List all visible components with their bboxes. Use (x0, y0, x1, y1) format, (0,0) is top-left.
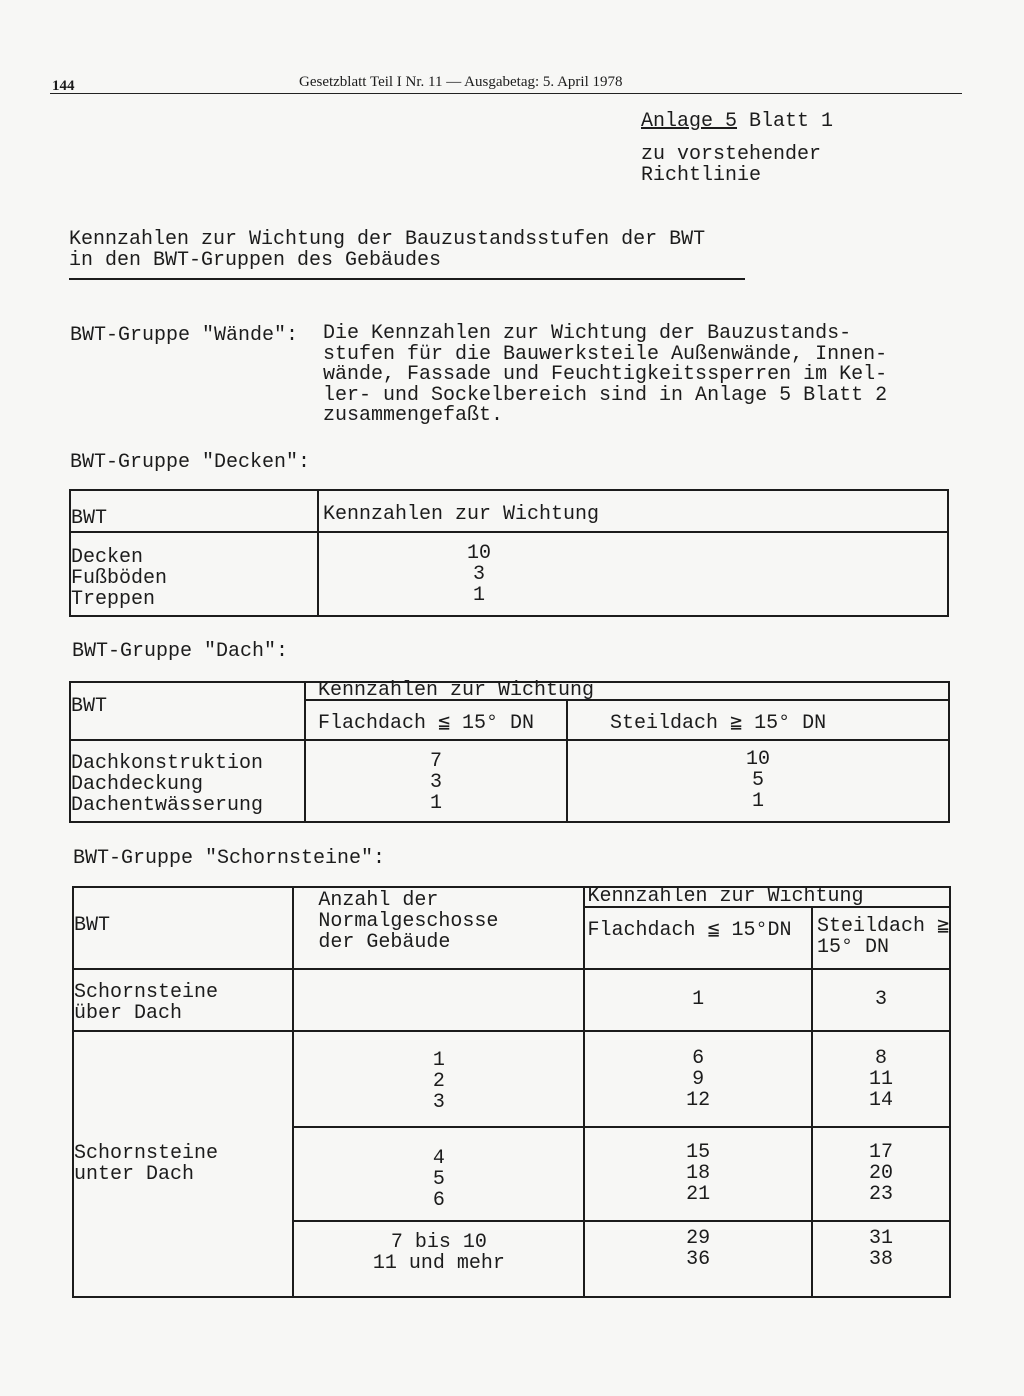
schorn-g2-geschosse (293, 1127, 584, 1221)
schorn-g2-flach (584, 1127, 812, 1221)
decken-header-kennzahl: Kennzahlen zur Wichtung (318, 490, 948, 532)
geschoss-value: 4 (432, 1147, 445, 1170)
schorn-header-anzahl (293, 887, 584, 969)
schornsteine-label: BWT-Gruppe "Schornsteine": (73, 847, 386, 870)
annex-line1 (641, 112, 833, 133)
schorn-header-anzahl-line: der Gebäude (318, 931, 451, 954)
dach-row-name: Dachdeckung (71, 773, 204, 796)
page-number: 144 (52, 78, 75, 94)
schorn-ueber-flach: 1 (584, 969, 812, 1031)
schorn-header-bwt: BWT (73, 887, 293, 969)
waende-line: stufen für die Bauwerksteile Außenwände, Innen- (323, 342, 888, 366)
steil-value: 8 (874, 1047, 887, 1070)
decken-row-name: Decken (71, 546, 144, 569)
dach-header-bwt: BWT (70, 682, 305, 740)
schorn-g2-steil (812, 1127, 950, 1221)
dach-label: BWT-Gruppe "Dach": (72, 640, 289, 663)
geschoss-value: 7 bis 10 (390, 1231, 487, 1254)
schorn-header-flach: Flachdach ≦ 15°DN (584, 907, 812, 969)
schorn-g1-geschosse (293, 1031, 584, 1127)
geschoss-value: 6 (432, 1189, 445, 1212)
schorn-g3-geschosse (293, 1221, 584, 1297)
steil-value: 23 (868, 1183, 893, 1206)
flach-value: 36 (686, 1248, 711, 1271)
schorn-header-steil-line: Steildach ≧ (816, 915, 949, 938)
schorn-ueber-empty (293, 969, 584, 1031)
header-rule (50, 93, 962, 94)
geschoss-value: 11 und mehr (372, 1252, 505, 1275)
annex-line2: zu vorstehender (641, 143, 822, 166)
annex-line3: Richtlinie (641, 164, 762, 187)
dach-flach-value: 7 (429, 750, 442, 773)
dach-flach-value: 3 (429, 771, 442, 794)
waende-line: ler- und Sockelbereich sind in Anlage 5 Blatt 2 (323, 383, 888, 407)
dach-table (69, 681, 950, 823)
steil-value: 11 (868, 1068, 893, 1091)
schorn-ueber-name (73, 969, 293, 1031)
schorn-unter-name-line: Schornsteine (74, 1142, 219, 1165)
decken-row-name: Fußböden (71, 567, 168, 590)
schorn-unter-name-line: unter Dach (74, 1163, 195, 1186)
dach-flach-value: 1 (429, 792, 442, 815)
steil-value: 31 (868, 1227, 893, 1250)
schorn-g1-flach (584, 1031, 812, 1127)
dach-header-kennzahl: Kennzahlen zur Wichtung (305, 682, 949, 700)
geschoss-value: 1 (432, 1049, 445, 1072)
schorn-header-anzahl-line: Anzahl der (318, 889, 439, 912)
schorn-header-anzahl-line: Normalgeschosse (318, 910, 499, 933)
dach-row-name: Dachentwässerung (71, 794, 264, 817)
steil-value: 38 (868, 1248, 893, 1271)
schorn-header-steil (812, 907, 950, 969)
flach-value: 9 (692, 1068, 705, 1091)
schornsteine-table (72, 886, 951, 1298)
schorn-g1-steil (812, 1031, 950, 1127)
dach-steil-values (567, 740, 949, 822)
title-line1: Kennzahlen zur Wichtung der Bauzustandsstufen der BWT (69, 228, 706, 251)
decken-names (70, 532, 318, 616)
dach-steil-value: 1 (751, 790, 764, 813)
steil-value: 17 (868, 1141, 893, 1164)
waende-line: Die Kennzahlen zur Wichtung der Bauzustands- (323, 322, 852, 345)
dach-header-flach: Flachdach ≦ 15° DN (305, 700, 567, 740)
flach-value: 21 (686, 1183, 711, 1206)
decken-table (69, 489, 949, 617)
geschoss-value: 2 (432, 1070, 445, 1093)
schorn-g3-flach (584, 1221, 812, 1297)
decken-label: BWT-Gruppe "Decken": (70, 451, 311, 474)
annex-label: Anlage 5 (641, 110, 738, 133)
schorn-unter-name (73, 1031, 293, 1297)
dach-steil-value: 10 (745, 748, 770, 771)
decken-row-value: 3 (472, 563, 485, 586)
waende-line: zusammengefaßt. (323, 404, 504, 427)
schorn-header-steil-line: 15° DN (816, 936, 889, 959)
schorn-g3-steil (812, 1221, 950, 1297)
dach-names (70, 740, 305, 822)
geschoss-value: 5 (432, 1168, 445, 1191)
geschoss-value: 3 (432, 1091, 445, 1114)
running-title: Gesetzblatt Teil I Nr. 11 — Ausgabetag: 5. April 1978 (299, 74, 623, 90)
flach-value: 6 (692, 1047, 705, 1070)
decken-row-value: 1 (472, 584, 485, 607)
flach-value: 15 (686, 1141, 711, 1164)
dach-row-name: Dachkonstruktion (71, 752, 264, 775)
title-line2: in den BWT-Gruppen des Gebäudes (69, 249, 442, 272)
title-rule (69, 278, 745, 280)
dach-steil-value: 5 (751, 769, 764, 792)
decken-row-value: 10 (466, 542, 491, 565)
steil-value: 14 (868, 1089, 893, 1112)
schorn-ueber-name-line: über Dach (74, 1002, 183, 1025)
waende-label: BWT-Gruppe "Wände": (70, 324, 299, 347)
waende-line: wände, Fassade und Feuchtigkeitssperren im Kel- (323, 363, 888, 386)
steil-value: 20 (868, 1162, 893, 1185)
decken-row-name: Treppen (71, 588, 156, 611)
flach-value: 18 (686, 1162, 711, 1185)
annex-sheet: Blatt 1 (749, 110, 834, 133)
flach-value: 12 (686, 1089, 711, 1112)
flach-value: 29 (686, 1227, 711, 1250)
schorn-header-kennzahl: Kennzahlen zur Wichtung (584, 887, 950, 907)
schorn-ueber-name-line: Schornsteine (74, 981, 219, 1004)
schorn-ueber-steil: 3 (812, 969, 950, 1031)
waende-text (323, 324, 887, 427)
dach-flach-values (305, 740, 567, 822)
decken-values (318, 532, 948, 616)
decken-header-bwt: BWT (70, 490, 318, 532)
dach-header-steil: Steildach ≧ 15° DN (567, 700, 949, 740)
